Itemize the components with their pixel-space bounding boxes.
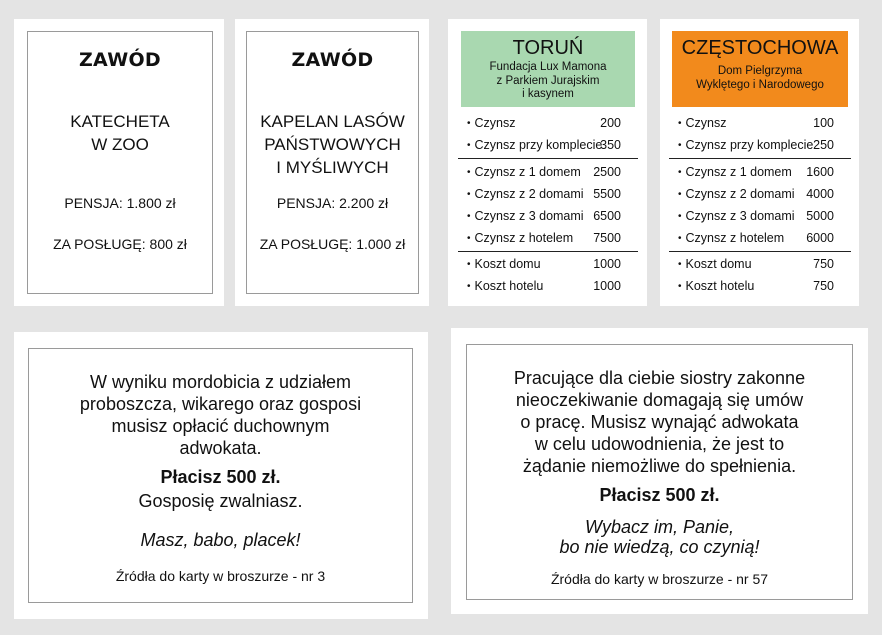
divider [669, 158, 851, 159]
rent-row [467, 230, 621, 246]
rent-row [467, 208, 621, 224]
rent-label: • Czynsz przy komplecie [467, 137, 602, 155]
subtitle-line: z Parkiem Jurajskim [496, 74, 600, 87]
event-payment: Płacisz 500 zł. [160, 467, 281, 487]
cost-row [678, 256, 834, 272]
rent-value: 100 [813, 116, 834, 130]
cost-label: • Koszt hotelu [678, 278, 754, 296]
rent-label: • Czynsz z hotelem [467, 230, 573, 248]
event-text-line: W wyniku mordobicia z udziałem [89, 372, 352, 392]
rent-value: 2500 [593, 165, 621, 179]
rent-value: 350 [600, 138, 621, 152]
event-text-line: w celu udowodnienia, że jest to [534, 434, 785, 454]
cost-value: 1000 [593, 279, 621, 293]
rent-row [678, 230, 834, 246]
rent-label: • Czynsz [678, 115, 727, 133]
rent-row [467, 164, 621, 180]
job-card-title: ZAWÓD [78, 49, 161, 71]
rent-label: • Czynsz [467, 115, 516, 133]
subtitle-line: Dom Pielgrzyma [717, 65, 803, 77]
property-card-header [461, 31, 635, 107]
rent-value: 5500 [593, 187, 621, 201]
event-quote [29, 530, 412, 550]
cost-label: • Koszt domu [678, 256, 752, 274]
property-card-header [672, 31, 848, 107]
event-text-line: Pracujące dla ciebie siostry zakonne [513, 368, 806, 388]
property-city: TORUŃ [512, 37, 584, 59]
cost-value: 750 [813, 257, 834, 271]
property-card-body [461, 31, 635, 301]
rent-label: • Czynsz z hotelem [678, 230, 784, 248]
rent-value: 1600 [806, 165, 834, 179]
rent-label: • Czynsz z 2 domami [678, 186, 795, 204]
rent-label: • Czynsz z 1 domem [678, 164, 792, 182]
job-card-title: ZAWÓD [291, 49, 374, 71]
rent-value: 7500 [593, 231, 621, 245]
property-card-body [672, 31, 848, 301]
job-card-2 [235, 19, 429, 306]
rent-row [678, 164, 834, 180]
divider [458, 251, 638, 252]
job-card-1-frame [27, 31, 213, 294]
cost-label: • Koszt domu [467, 256, 541, 274]
rent-value: 5000 [806, 209, 834, 223]
property-subtitle [672, 65, 848, 92]
rent-value: 200 [600, 116, 621, 130]
event-card-1 [14, 332, 428, 619]
property-city: CZĘSTOCHOWA [681, 37, 839, 59]
event-text-line: żądanie niemożliwe do spełnienia. [522, 456, 797, 476]
job-name-line: W ZOO [91, 135, 149, 154]
subtitle-line: Wyklętego i Narodowego [696, 78, 824, 91]
rent-value: 4000 [806, 187, 834, 201]
rent-row [467, 115, 621, 131]
job-name-line: KATECHETA [70, 112, 170, 131]
event-source: Źródła do karty w broszurze - nr 3 [115, 568, 326, 584]
rent-label: • Czynsz z 3 domami [467, 208, 584, 226]
rent-label: • Czynsz przy komplecie [678, 137, 813, 155]
property-subtitle [461, 61, 635, 102]
rent-row [467, 137, 621, 153]
subtitle-line: Fundacja Lux Mamona [489, 61, 607, 73]
event-text-line: nieoczekiwanie domagają się umów [515, 390, 804, 410]
divider [669, 251, 851, 252]
event-source: Źródła do karty w broszurze - nr 57 [550, 571, 769, 587]
job-card-1 [14, 19, 224, 306]
event-text-line: o pracę. Musisz wynająć adwokata [520, 412, 799, 432]
job-card-fee: ZA POSŁUGĘ: 800 zł [53, 236, 187, 252]
cost-value: 1000 [593, 257, 621, 271]
rent-row [678, 208, 834, 224]
job-name-line: I MYŚLIWYCH [276, 158, 389, 177]
rent-row [678, 115, 834, 131]
event-text [467, 367, 852, 477]
job-name-line: KAPELAN LASÓW [260, 112, 405, 131]
job-card-name [247, 110, 418, 179]
job-name-line: PAŃSTWOWYCH [264, 135, 401, 154]
cost-row [467, 278, 621, 294]
event-payment: Płacisz 500 zł. [599, 485, 720, 505]
event-quote-line: bo nie wiedzą, co czynią! [559, 537, 760, 557]
event-text [29, 371, 412, 459]
job-card-name [28, 110, 212, 156]
event-card-2-frame [466, 344, 853, 600]
property-card-torun [448, 19, 647, 306]
rent-row [678, 186, 834, 202]
property-card-czestochowa [660, 19, 859, 306]
subtitle-line: i kasynem [522, 88, 574, 100]
event-quote-line: Wybacz im, Panie, [584, 517, 735, 537]
job-card-2-frame [246, 31, 419, 294]
event-text-line: musisz opłacić duchownym [111, 416, 330, 436]
rent-row [467, 186, 621, 202]
event-text-line: proboszcza, wikarego oraz gosposi [79, 394, 362, 414]
cost-row [678, 278, 834, 294]
event-text-line: adwokata. [179, 438, 262, 458]
rent-label: • Czynsz z 1 domem [467, 164, 581, 182]
event-card-2 [451, 328, 868, 614]
cost-value: 750 [813, 279, 834, 293]
event-quote [467, 517, 852, 557]
rent-value: 6000 [806, 231, 834, 245]
job-card-fee: ZA POSŁUGĘ: 1.000 zł [259, 236, 406, 252]
event-card-1-frame [28, 348, 413, 603]
job-card-salary: PENSJA: 1.800 zł [64, 195, 176, 211]
cost-row [467, 256, 621, 272]
event-quote-line: Masz, babo, placek! [140, 530, 301, 550]
cost-label: • Koszt hotelu [467, 278, 543, 296]
rent-value: 250 [813, 138, 834, 152]
job-card-salary: PENSJA: 2.200 zł [276, 195, 389, 211]
divider [458, 158, 638, 159]
event-extra: Gosposię zwalniasz. [138, 491, 303, 511]
rent-row [678, 137, 834, 153]
rent-label: • Czynsz z 3 domami [678, 208, 795, 226]
rent-value: 6500 [593, 209, 621, 223]
rent-label: • Czynsz z 2 domami [467, 186, 584, 204]
